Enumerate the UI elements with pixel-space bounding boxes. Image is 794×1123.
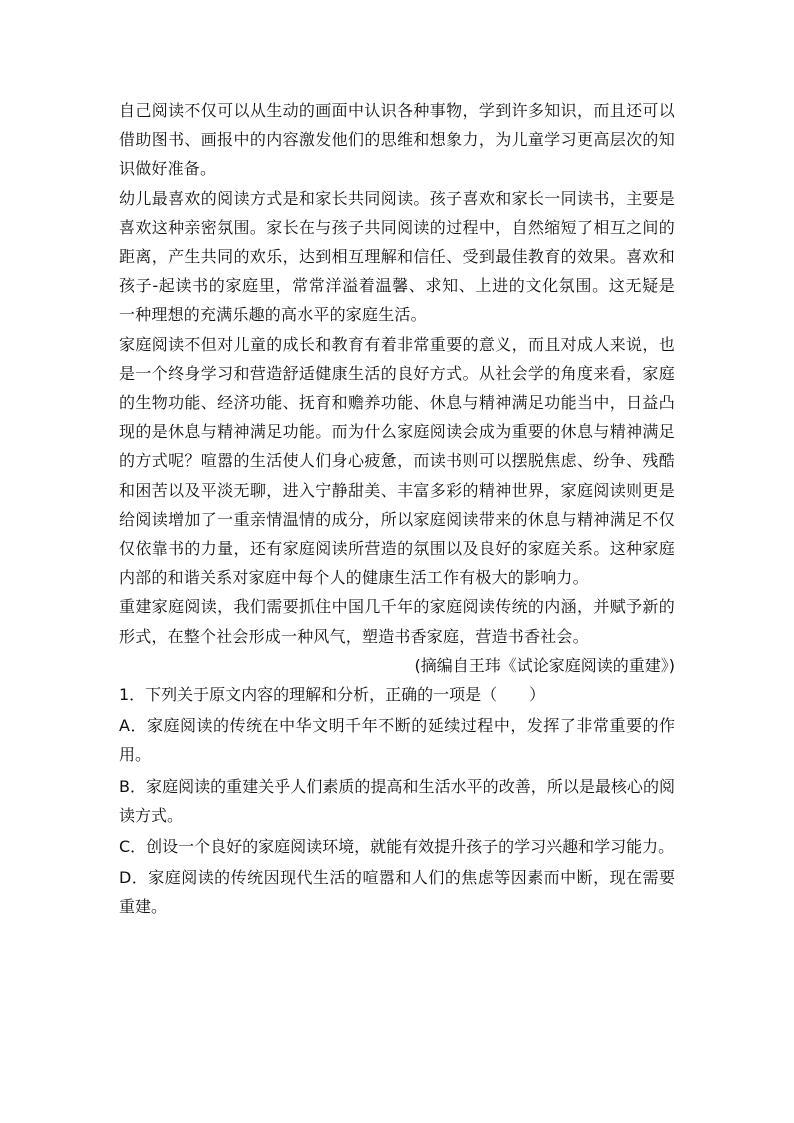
document-page [119, 96, 675, 922]
article-paragraph-3: 家庭阅读不但对儿童的成长和教育有着非常重要的意义，而且对成人来说，也是一个终身学习和营造舒适健康生活的良好方式。从社会学的角度来看，家庭的生物功能、经济功能、抚育和赡养功能、休息与精神满足功能当中，日益凸现的是休息与精神满足功能。而为什么家庭阅读会成为重要的休息与精神满足的方式呢？喧嚣的生活使人们身心疲惫，而读书则可以摆脱焦虑、纷争、残酷和困苦以及平淡无聊，进入宁静甜美、丰富多彩的精神世界，家庭阅读则更是给阅读增加了一重亲情温情的成分，所以家庭阅读带来的休息与精神满足不仅仅依靠书的力量，还有家庭阅读所营造的氛围以及良好的家庭关系。这种家庭内部的和谐关系对家庭中每个人的健康生活工作有极大的影响力。 [119, 334, 675, 588]
article-paragraph-1: 自己阅读不仅可以从生动的画面中认识各种事物，学到许多知识，而且还可以借助图书、画报中的内容激发他们的思维和想象力，为儿童学习更高层次的知识做好准备。 [119, 101, 675, 179]
article-paragraph-2: 幼儿最喜欢的阅读方式是和家长共同阅读。孩子喜欢和家长一同读书，主要是喜欢这种亲密氛围。家长在与孩子共同阅读的过程中，自然缩短了相互之间的距离，产生共同的欢乐，达到相互理解和信任、受到最佳教育的效果。喜欢和孩子-起读书的家庭里，常常洋溢着温馨、求知、上进的文化氛围。这无疑是一种理想的充满乐趣的高水平的家庭生活。 [119, 188, 675, 325]
question-stem: 1．下列关于原文内容的理解和分析，正确的一项是（ ） [119, 685, 546, 705]
article-paragraph-4: 重建家庭阅读，我们需要抓住中国几千年的家庭阅读传统的内涵，并赋予新的形式，在整个社会形成一种风气，塑造书香家庭，营造书香社会。 [119, 597, 675, 646]
article-source: (摘编自王玮《试论家庭阅读的重建》) [414, 655, 675, 675]
option-d: D．家庭阅读的传统因现代生活的喧嚣和人们的焦虑等因素而中断，现在需要重建。 [119, 868, 675, 917]
option-a: A．家庭阅读的传统在中华文明千年不断的延续过程中，发挥了非常重要的作用。 [119, 716, 675, 765]
option-c: C．创设一个良好的家庭阅读环境，就能有效提升孩子的学习兴趣和学习能力。 [119, 837, 675, 857]
option-b: B．家庭阅读的重建关乎人们素质的提高和生活水平的改善，所以是最核心的阅读方式。 [119, 776, 675, 825]
